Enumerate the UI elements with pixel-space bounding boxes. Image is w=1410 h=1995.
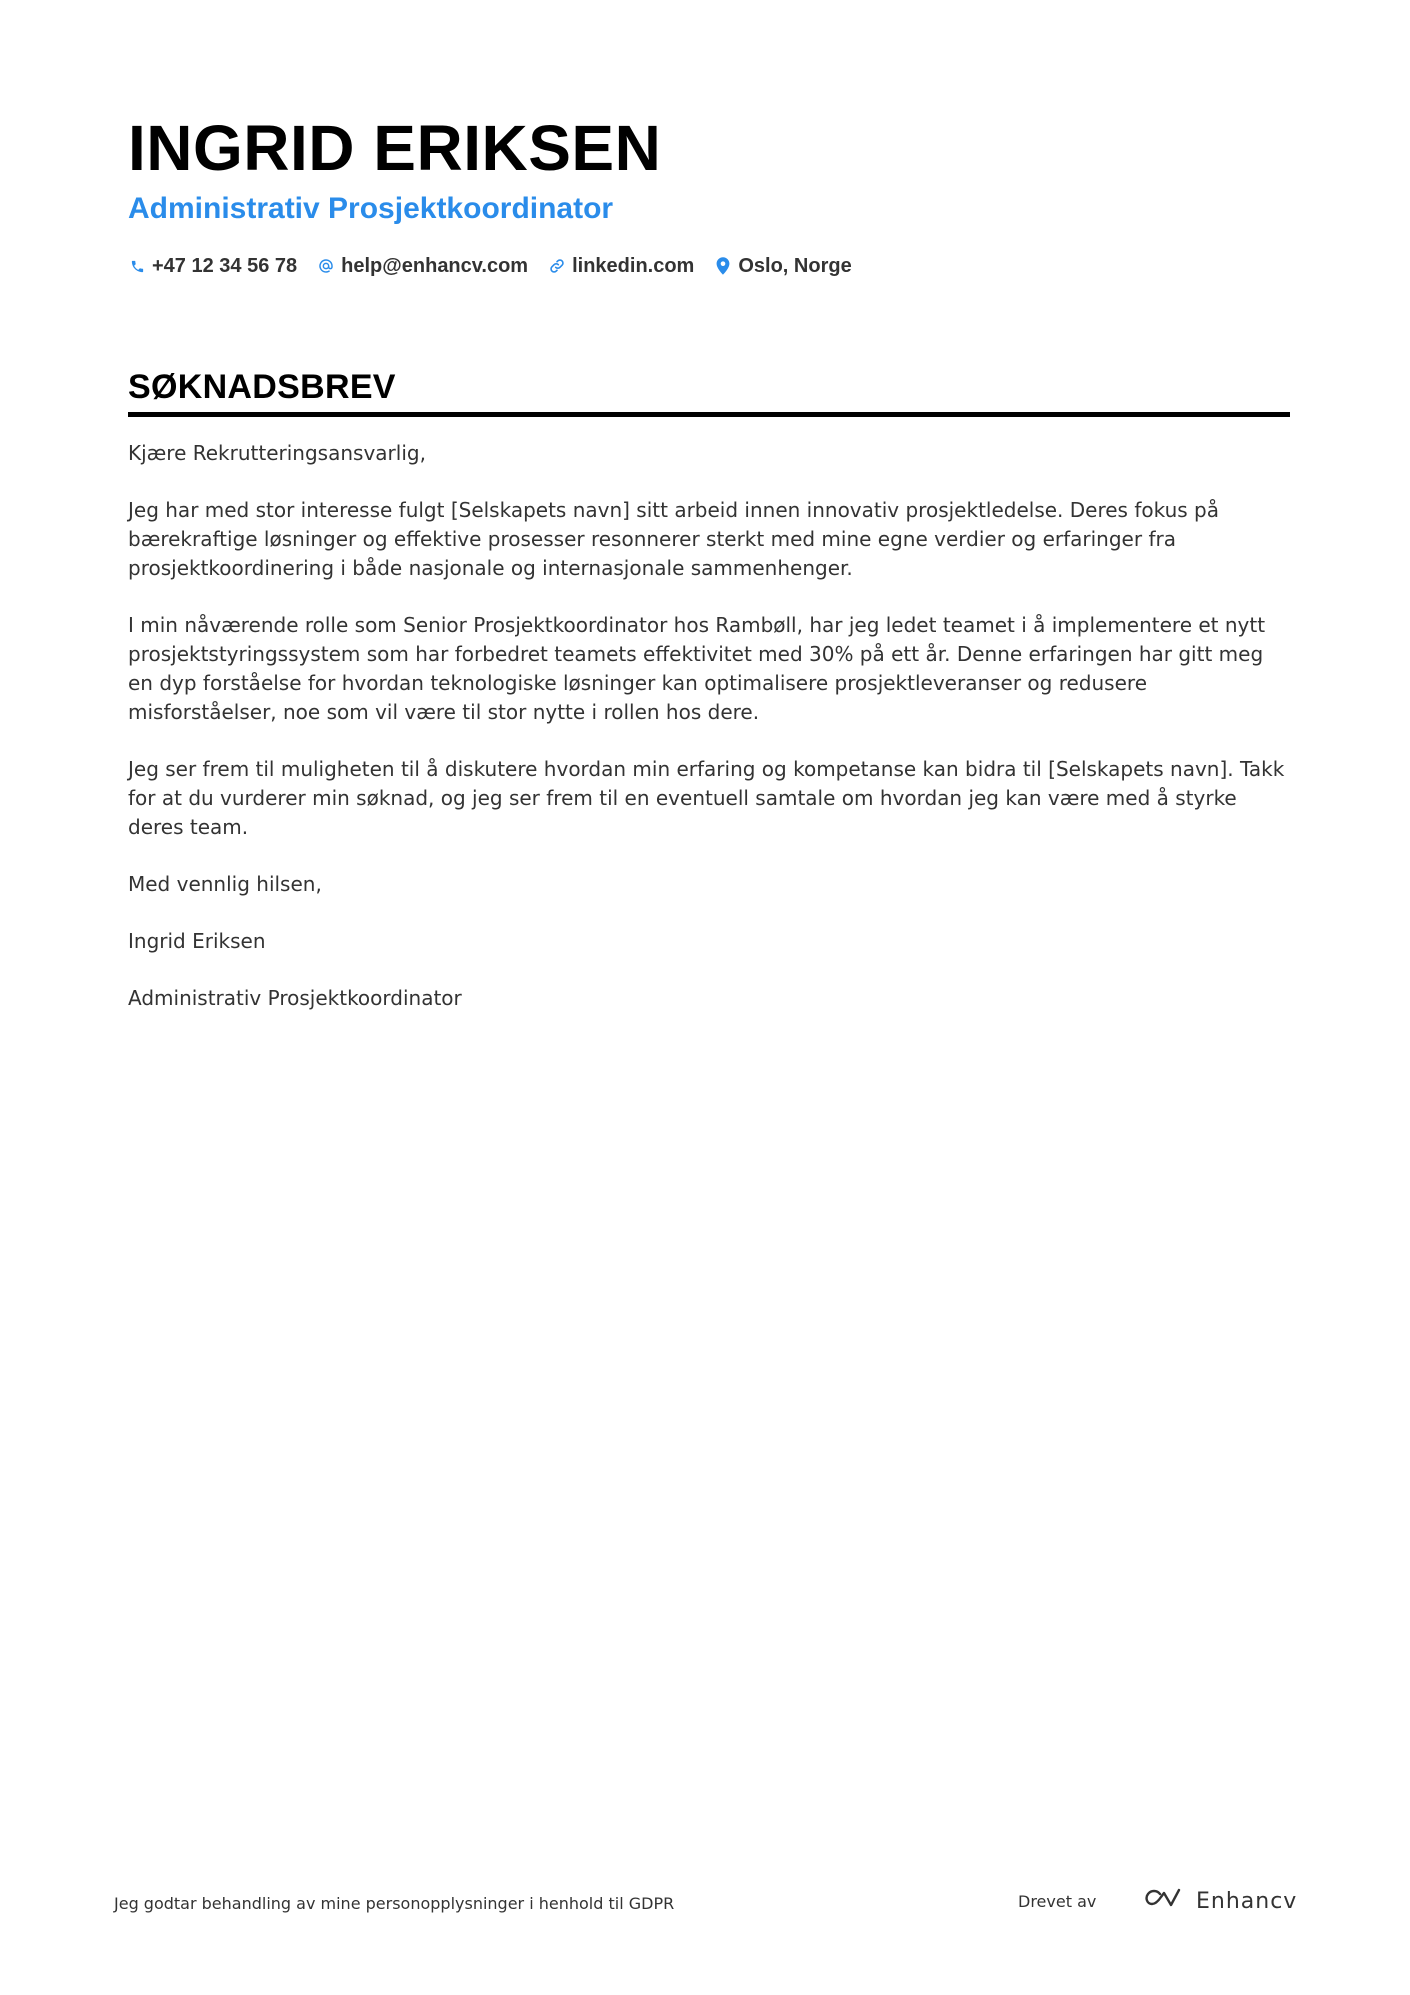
header xyxy=(128,112,1288,280)
enhancv-logo-icon xyxy=(1140,1886,1188,1917)
enhancv-brand-text: Enhancv xyxy=(1196,1889,1298,1914)
phone-icon xyxy=(128,256,146,276)
letter-paragraph: Jeg har med stor interesse fulgt [Selskapets navn] sitt arbeid innen innovativ prosjektledelse. Deres fokus på bærekraftige løsninger og effektive prosesser resonnerer sterkt med mine egne verdier og erfaringer fra prosjektkoordinering i både nasjonale og internasjonale sammenhenger. xyxy=(128,498,1219,580)
section-title: SØKNADSBREV xyxy=(128,368,396,406)
footer xyxy=(114,1889,1298,1920)
at-icon xyxy=(317,256,335,276)
contact-phone xyxy=(128,255,297,278)
contact-linkedin-text[interactable]: linkedin.com xyxy=(572,254,695,277)
contact-linkedin[interactable] xyxy=(548,255,694,278)
letter-paragraph: Jeg ser frem til muligheten til å diskutere hvordan min erfaring og kompetanse kan bidra til [Selskapets navn]. Takk for at du vurderer min søknad, og jeg ser frem til en eventuell samtale om hvordan jeg kan være med å styrke deres team. xyxy=(128,757,1285,839)
contact-email-text[interactable]: help@enhancv.com xyxy=(341,254,529,277)
candidate-name: INGRID ERIKSEN xyxy=(128,112,662,184)
location-pin-icon xyxy=(714,256,732,276)
contact-location xyxy=(714,255,851,278)
gdpr-consent-text: Jeg godtar behandling av mine personopplysninger i henhold til GDPR xyxy=(114,1894,675,1913)
signature-title: Administrativ Prosjektkoordinator xyxy=(128,986,462,1010)
cover-letter-section xyxy=(128,366,1290,1041)
contact-phone-text: +47 12 34 56 78 xyxy=(152,254,298,277)
letter-paragraph: I min nåværende rolle som Senior Prosjektkoordinator hos Rambøll, har jeg ledet teamet i å implementere et nytt prosjektstyringssystem som har forbedret teamets effektivitet med 30% på ett år. Denne erfaringen har gitt meg en dyp forståelse for hvordan teknologiske løsninger kan optimalisere prosjektleveranser og redusere misforståelser, noe som vil være til stor nytte i rollen hos dere. xyxy=(128,613,1266,724)
contact-location-text: Oslo, Norge xyxy=(738,254,852,277)
contact-email[interactable] xyxy=(317,255,528,278)
powered-by-label: Drevet av xyxy=(1018,1892,1097,1911)
contact-bar xyxy=(128,252,1288,280)
section-divider xyxy=(128,412,1290,417)
letter-body xyxy=(128,439,1290,1013)
candidate-title: Administrativ Prosjektkoordinator xyxy=(128,192,614,225)
letter-closing: Med vennlig hilsen, xyxy=(128,872,322,896)
link-icon xyxy=(548,256,566,276)
enhancv-brand-link[interactable] xyxy=(1140,1886,1297,1917)
letter-greeting: Kjære Rekrutteringsansvarlig, xyxy=(128,441,426,465)
signature-name: Ingrid Eriksen xyxy=(128,929,266,953)
